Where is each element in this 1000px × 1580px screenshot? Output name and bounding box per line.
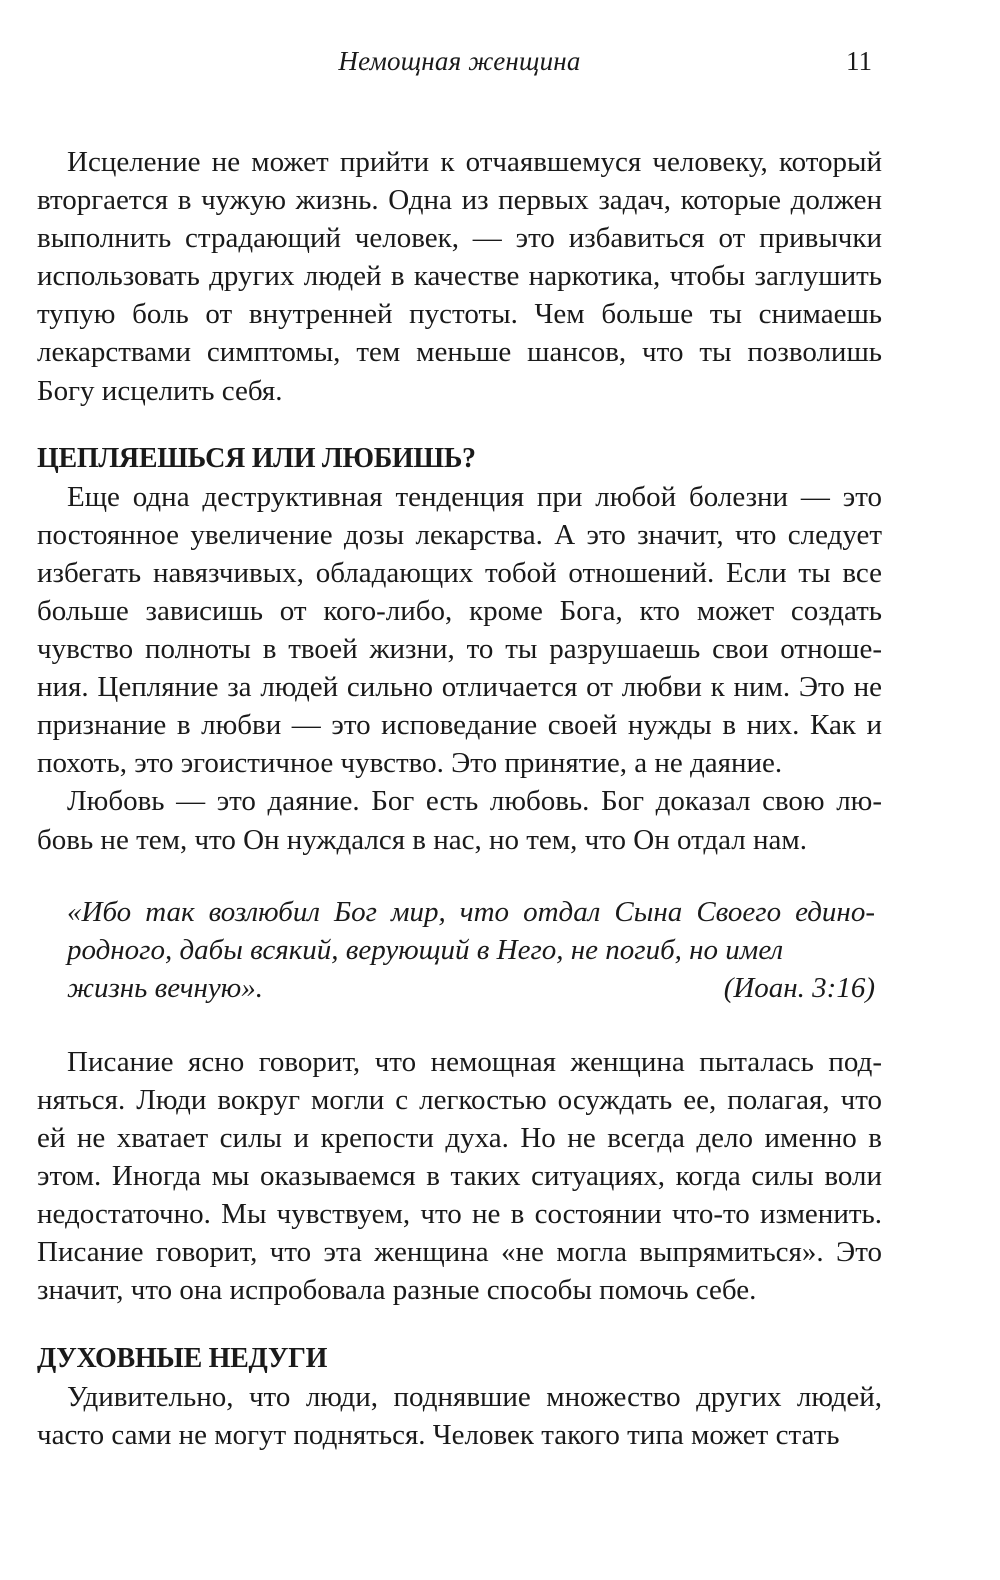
quote-reference: (Иоан. 3:16) bbox=[723, 971, 875, 1004]
running-head bbox=[37, 46, 882, 86]
paragraph-2: Еще одна деструктивная тенденция при любой болезни — это постоянное увеличение дозы лекарства. А это значит, что следует избегать навязчивых, обладающих тобой отношений. Если ты все больше зависишь от кого-либо, кроме Бога, кто может создать чувство полноты в твоей жизни, то ты разрушаешь свои отношения. Цепляние за людей сильно отличается от любви к ним. Это не признание в любви — это исповедание своей нужды в них. Как и похоть, это эгоистичное чувство. Это принятие, а не даяние. bbox=[37, 480, 882, 780]
section-heading-spiritual-ailments: ДУХОВНЫЕ НЕДУГИ bbox=[37, 1342, 328, 1374]
book-page bbox=[37, 0, 882, 1580]
quote-ending: жизнь вечную». bbox=[67, 971, 263, 1004]
paragraph-5: Удивительно, что люди, поднявшие множество других людей, часто сами не могут подняться. Человек такого типа может стать bbox=[37, 1380, 882, 1451]
section-heading-clinging: ЦЕПЛЯЕШЬСЯ ИЛИ ЛЮБИШЬ? bbox=[37, 442, 476, 474]
paragraph-3: Любовь — это даяние. Бог есть любовь. Бог доказал свою любовь не тем, что Он нуждался в нас, но тем, что Он отдал нам. bbox=[37, 785, 882, 856]
paragraph-4: Писание ясно говорит, что немощная женщина пыталась подняться. Люди вокруг могли с легкостью осуждать ее, полагая, что ей не хватает силы и крепости духа. Но не всегда дело именно в этом. Иногда мы оказываемся в таких ситуациях, когда силы воли недостаточно. Мы чувствуем, что не в состоянии что-то изменить. Писание говорит, что эта женщина «не могла выпрямиться». Это значит, что она испробовала разные способы помочь себе. bbox=[37, 1045, 882, 1307]
paragraph-1: Исцеление не может прийти к отчаявшемуся человеку, который вторгается в чужую жизнь. Одна из первых задач, которые должен выполнить страдающий человек, — это избавиться от привычки использовать других людей в качестве наркотика, чтобы заглушить тупую боль от внутренней пустоты. Чем больше ты снимаешь лекарствами симптомы, тем меньше шансов, что ты позволишь Богу исцелить себя. bbox=[37, 146, 882, 407]
quote-last-line bbox=[67, 969, 875, 1007]
quote-text: «Ибо так возлюбил Бог мир, что отдал Сына Своего единородного, дабы всякий, верующий в Него, не погиб, но имел bbox=[67, 895, 875, 966]
scripture-quote bbox=[67, 893, 875, 1007]
running-title: Немощная женщина bbox=[338, 46, 581, 76]
body-text bbox=[37, 143, 882, 1454]
page-number: 11 bbox=[846, 46, 872, 76]
